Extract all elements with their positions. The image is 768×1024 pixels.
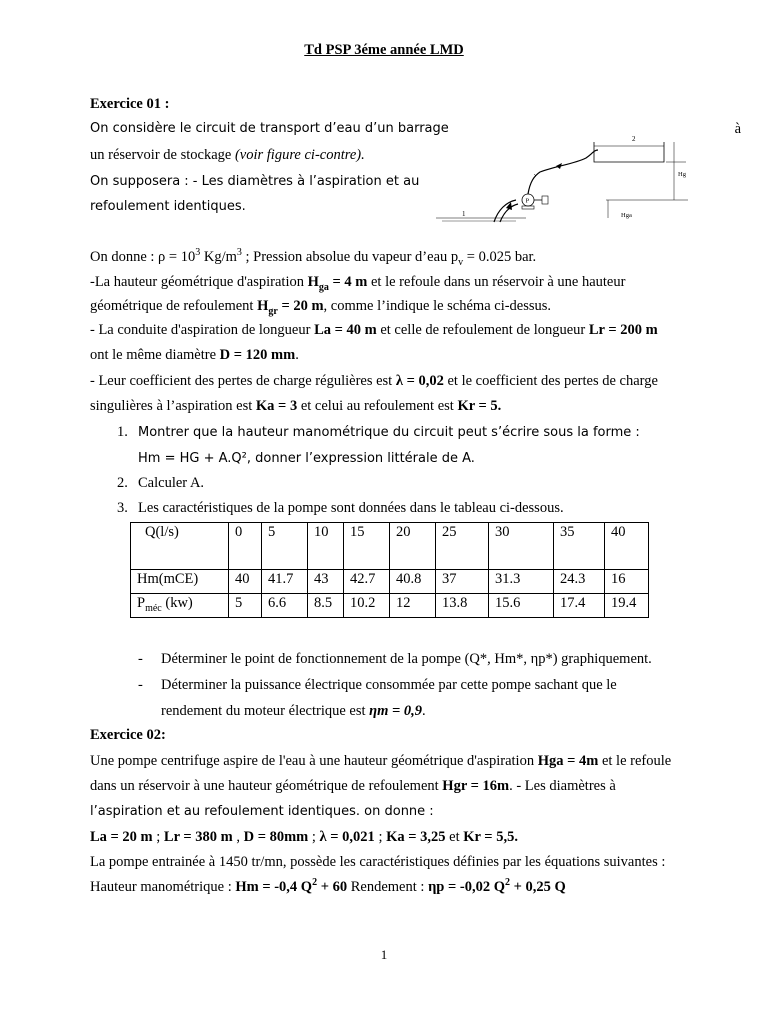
table-cell: 8.5 bbox=[308, 594, 344, 618]
table-cell: 25 bbox=[436, 523, 489, 570]
ex1-paragraph-3-line-1: - Leur coefficient des pertes de charge régulières est λ = 0,02 et le coefficient des pertes de charge bbox=[90, 373, 658, 389]
question-2-text: Calculer A. bbox=[138, 475, 205, 491]
table-cell: 43 bbox=[308, 570, 344, 594]
ex1-paragraph-1-line-1: -La hauteur géométrique d'aspiration $H_{ga} = 4$ m et le refoule dans un réservoir à une hauteur bbox=[90, 274, 626, 293]
question-3-text: Les caractéristiques de la pompe sont données dans le tableau ci-dessous. bbox=[138, 500, 564, 516]
ex1-paragraph-1-line-2: géométrique de refoulement $H_{gr} = 20$ m, comme l’indique le schéma ci-dessus. bbox=[90, 298, 552, 317]
label-p: P bbox=[525, 197, 530, 205]
table-cell: 16 bbox=[605, 570, 649, 594]
bullet-dash: - bbox=[138, 677, 143, 693]
question-1-number: 1. bbox=[117, 424, 128, 440]
table-cell: 10.2 bbox=[344, 594, 390, 618]
table-row-hm bbox=[131, 570, 649, 594]
ex1-paragraph-3-line-2: singulières à l’aspiration est Ka = 3 et celui au refoulement est Kr = 5. bbox=[90, 398, 502, 414]
table-cell: 15.6 bbox=[489, 594, 554, 618]
table-cell: 10 bbox=[308, 523, 344, 570]
table-cell: 0 bbox=[229, 523, 262, 570]
page-title: Td PSP 3éme année LMD bbox=[304, 42, 464, 58]
table-cell: 24.3 bbox=[554, 570, 605, 594]
ex1-paragraph-2-line-2: ont le même diamètre D = 120 mm. bbox=[90, 347, 299, 363]
ex2-line-6: Hauteur manométrique : Hm = -0,4 $Q^2 + 60$ Rendement : ηp = -0,02 $Q^2 + 0,25$ Q bbox=[90, 877, 566, 895]
table-cell: 19.4 bbox=[605, 594, 649, 618]
page-number: 1 bbox=[380, 947, 388, 962]
table-cell: 5 bbox=[262, 523, 308, 570]
table-cell: 31.3 bbox=[489, 570, 554, 594]
table-header-p: $P_{méc}$ (kw) bbox=[131, 594, 229, 618]
table-cell: 6.6 bbox=[262, 594, 308, 618]
ex1-line-1: On considère le circuit de transport d’eau d’un barrage à bbox=[90, 121, 741, 137]
table-row-p bbox=[131, 594, 649, 618]
table-cell: 17.4 bbox=[554, 594, 605, 618]
table-header-hm: Hm(mCE) bbox=[131, 570, 229, 594]
bullet-dash: - bbox=[138, 651, 143, 667]
table-cell: 20 bbox=[390, 523, 436, 570]
exercise-2-heading: Exercice 02: bbox=[90, 727, 166, 743]
table-cell: 41.7 bbox=[262, 570, 308, 594]
bullet-2-continuation: rendement du moteur électrique est ηm = 0,9. bbox=[161, 703, 426, 719]
label-hga: Hga bbox=[621, 212, 632, 219]
bullet-1-text: Déterminer le point de fonctionnement de la pompe (Q*, Hm*, ηp*) graphiquement. bbox=[161, 651, 652, 667]
bullet-2-text: Déterminer la puissance électrique consommée par cette pompe sachant que le bbox=[161, 677, 617, 693]
label-2: 2 bbox=[632, 135, 636, 143]
table-cell: 40 bbox=[605, 523, 649, 570]
table-cell: 15 bbox=[344, 523, 390, 570]
label-hg: Hg bbox=[678, 171, 686, 178]
ex1-given-line: On donne : $\rho = 10^3$ $Kg/m^3$ ; Pression absolue du vapeur d’eau $p_v = 0.025$ bar. bbox=[90, 247, 537, 268]
ex2-line-1: Une pompe centrifuge aspire de l'eau à une hauteur géométrique d'aspiration Hga = 4m et le refoule bbox=[90, 753, 672, 769]
exercise-1-heading: Exercice 01 : bbox=[90, 96, 170, 112]
table-row-q bbox=[131, 523, 649, 570]
question-1-text: Montrer que la hauteur manométrique du circuit peut s’écrire sous la forme : bbox=[138, 425, 640, 440]
question-2-number: 2. bbox=[117, 475, 128, 491]
table-cell: 40.8 bbox=[390, 570, 436, 594]
ex1-line-2: un réservoir de stockage (voir figure ci-contre). bbox=[90, 147, 365, 163]
ex1-line-3: On supposera : - Les diamètres à l’aspiration et au bbox=[90, 174, 420, 189]
pump-characteristics-table bbox=[130, 522, 649, 618]
table-cell: 42.7 bbox=[344, 570, 390, 594]
label-1: 1 bbox=[462, 210, 466, 218]
table-cell: 40 bbox=[229, 570, 262, 594]
ex2-line-5: La pompe entrainée à 1450 tr/mn, possède les caractéristiques définies par les équations suivantes : bbox=[90, 854, 666, 870]
table-cell: 37 bbox=[436, 570, 489, 594]
ex1-paragraph-2-line-1: - La conduite d'aspiration de longueur La = 40 m et celle de refoulement de longueur Lr = 200 m bbox=[90, 322, 658, 338]
table-cell: 35 bbox=[554, 523, 605, 570]
table-cell: 13.8 bbox=[436, 594, 489, 618]
table-cell: 12 bbox=[390, 594, 436, 618]
ex2-line-4: La = 20 m ; Lr = 380 m , D = 80mm ; λ = 0,021 ; Ka = 3,25 et Kr = 5,5. bbox=[90, 829, 518, 845]
ex2-line-2: dans un réservoir à une hauteur géométrique de refoulement Hgr = 16m. - Les diamètres à bbox=[90, 778, 616, 794]
table-header-q: Q(l/s) bbox=[131, 523, 229, 570]
question-3-number: 3. bbox=[117, 500, 128, 516]
ex2-line-3: l’aspiration et au refoulement identiques. on donne : bbox=[90, 804, 434, 819]
circuit-figure bbox=[436, 130, 688, 224]
table-cell: 5 bbox=[229, 594, 262, 618]
question-1-text-2: Hm = HG + A.Q², donner l’expression littérale de A. bbox=[138, 451, 475, 466]
table-cell: 30 bbox=[489, 523, 554, 570]
ex1-line-4: refoulement identiques. bbox=[90, 199, 246, 214]
